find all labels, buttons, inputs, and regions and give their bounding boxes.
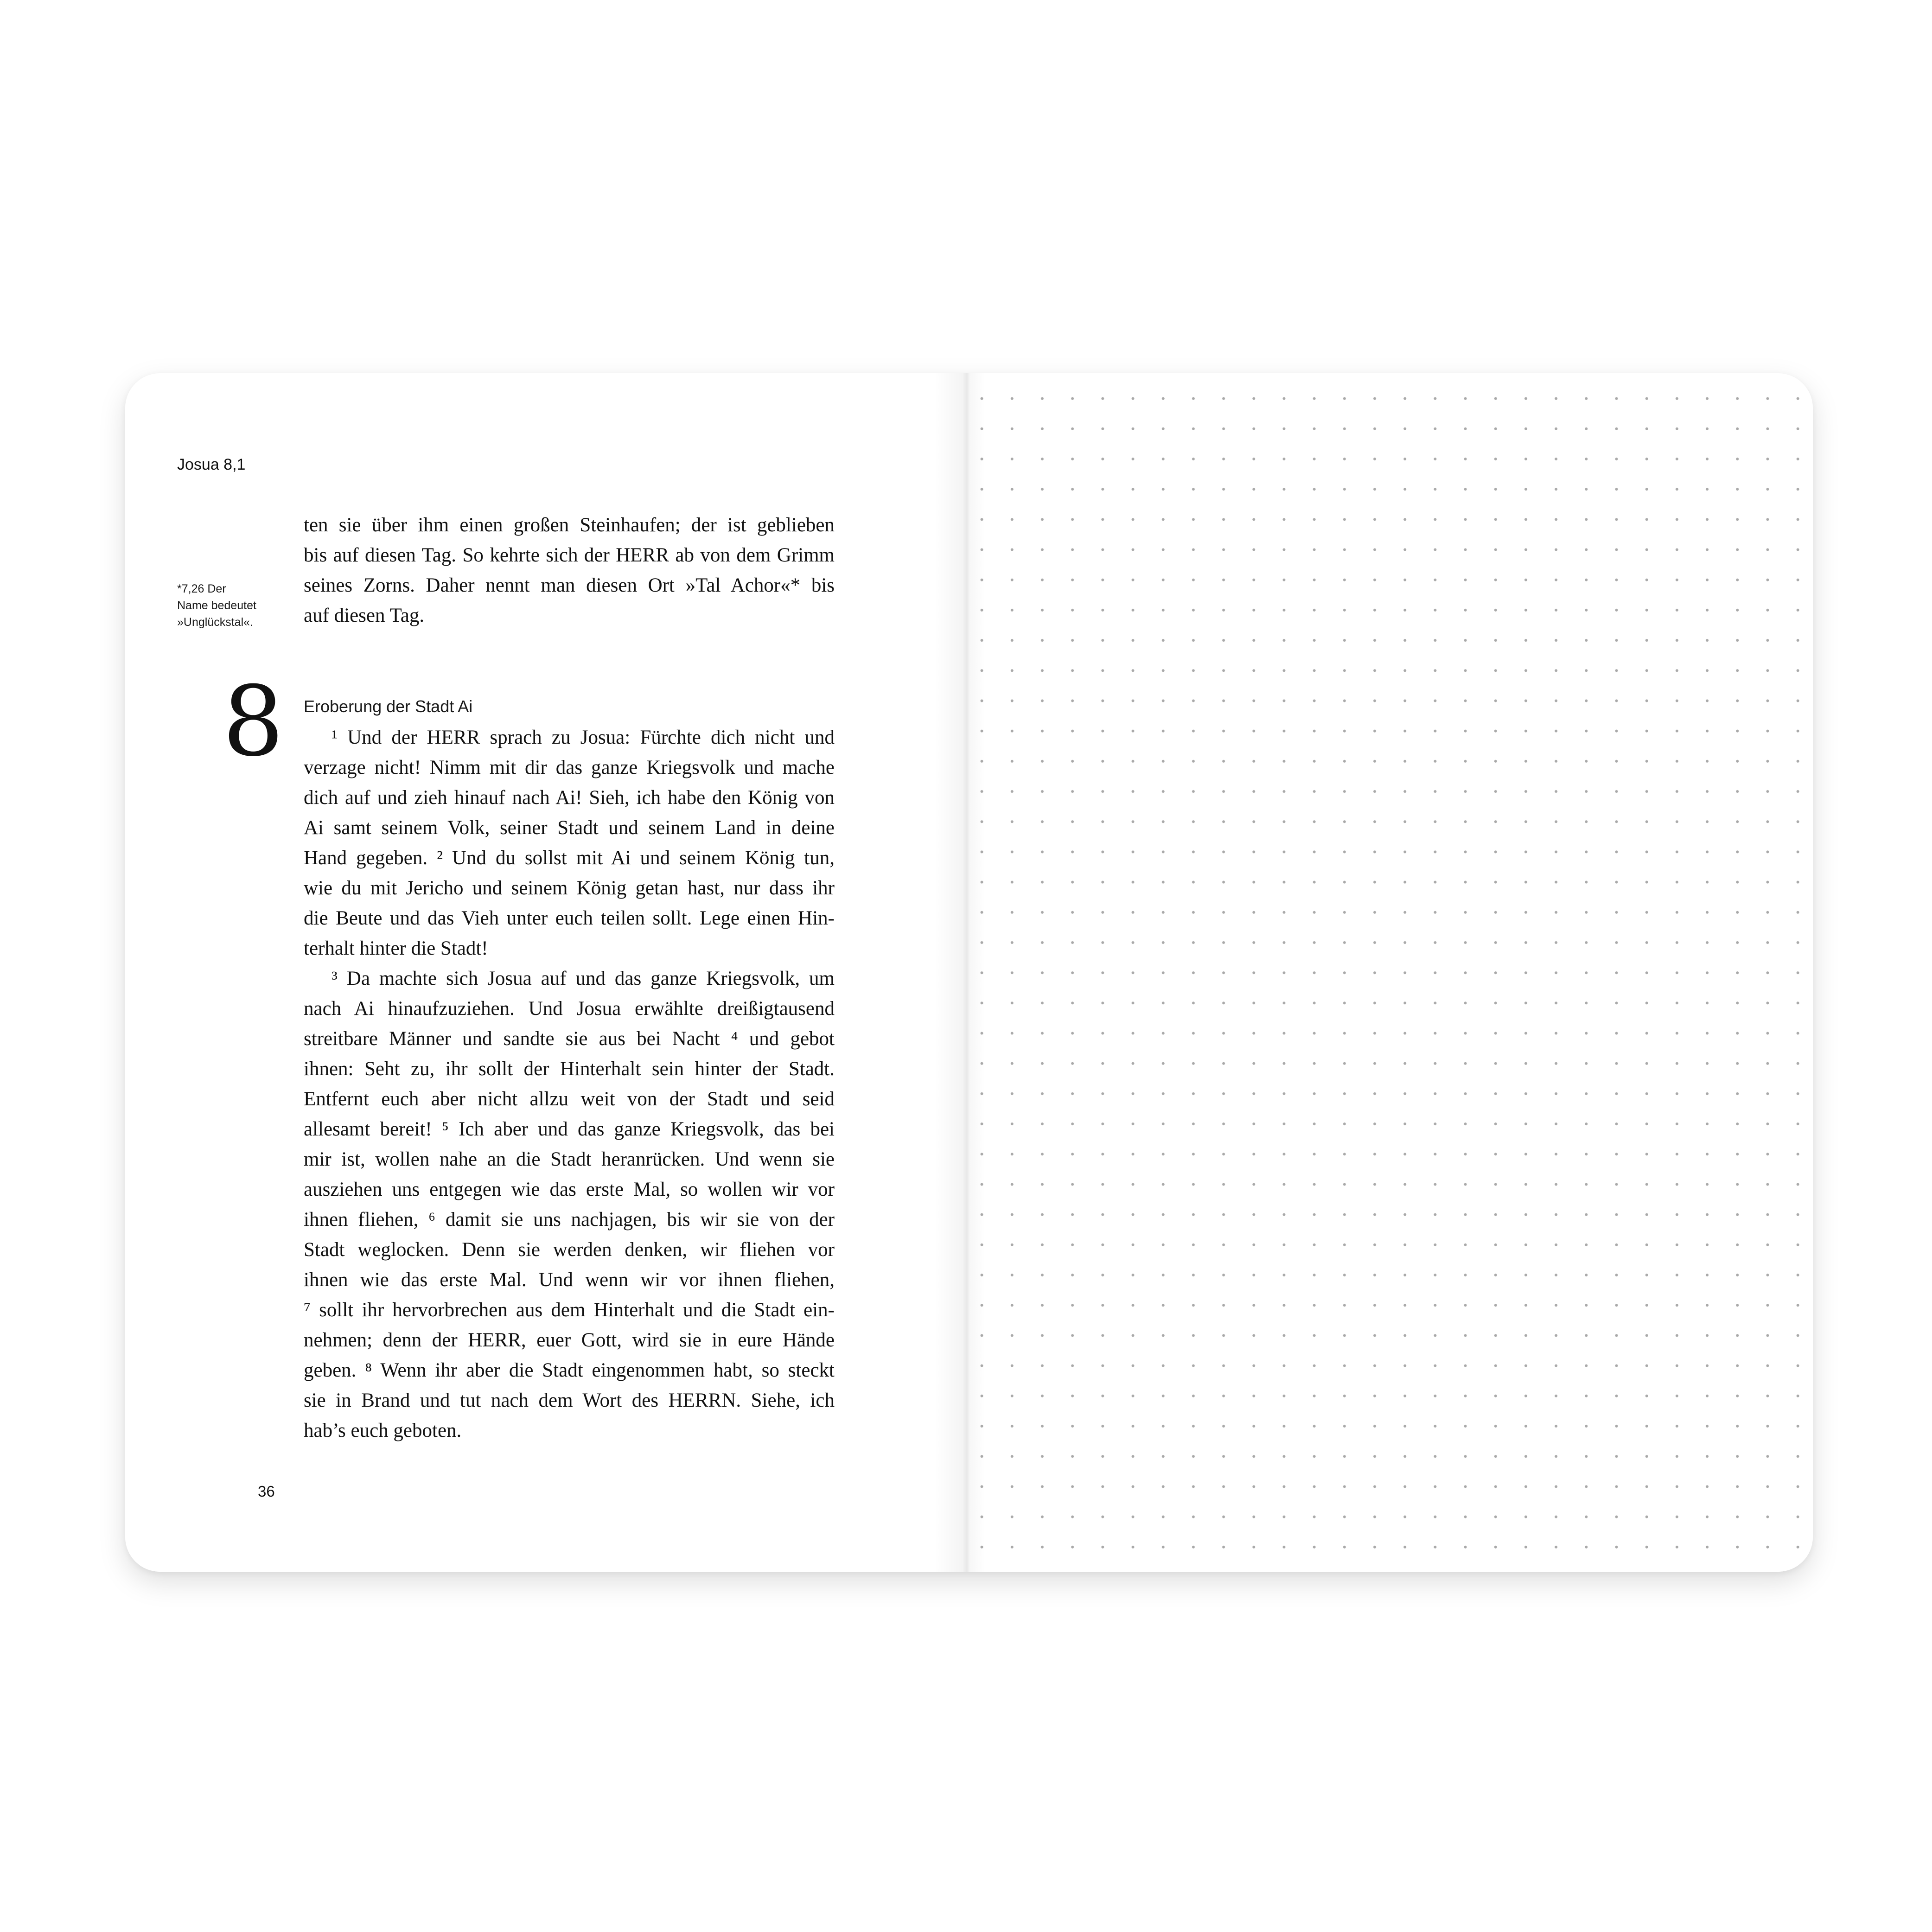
text-line: ihnen fliehen, ⁶ damit sie uns nachjagen, bis wir sie von der [304,1209,835,1231]
text-line: mir ist, wollen nahe an die Stadt heranrücken. Und wenn sie [304,1148,835,1170]
text-line: Stadt weglocken. Denn sie werden denken, wir fliehen vor [304,1239,835,1261]
text-line: allesamt bereit! ⁵ Ich aber und das ganze Kriegsvolk, das bei [304,1118,835,1140]
left-page [125,373,967,1572]
chapter-text [304,722,835,1446]
text-line: die Beute und das Vieh unter euch teilen sollt. Lege einen Hin- [304,907,835,929]
text-line: dich auf und zieh hinauf nach Ai! Sieh, ich habe den König von [304,787,835,809]
text-line: auf diesen Tag. [304,605,425,626]
chapter-number: 8 [223,666,284,778]
text-line: nach Ai hinaufzuziehen. Und Josua erwählte dreißigtausend [304,998,835,1020]
text-line: Ai samt seinem Volk, seiner Stadt und seinem Land in deine [304,817,835,839]
text-line: Entfernt euch aber nicht allzu weit von der Stadt und seid [304,1088,835,1110]
continuation-paragraph [304,510,835,631]
text-line: ¹ Und der HERR sprach zu Josua: Fürchte dich nicht und [332,727,835,748]
section-heading: Eroberung der Stadt Ai [304,697,473,716]
text-line: terhalt hinter die Stadt! [304,937,488,959]
right-page-dot-grid [967,373,1813,1572]
text-line: bis auf diesen Tag. So kehrte sich der HERR ab von dem Grimm [304,544,835,566]
text-line: wie du mit Jericho und seinem König getan hast, nur dass ihr [304,877,835,899]
margin-footnote: *7,26 Der Name bedeutet »Unglückstal«. [177,582,256,629]
page-number: 36 [258,1483,275,1500]
text-line: seines Zorns. Daher nennt man diesen Ort »Tal Achor«* bis [304,574,835,596]
running-head: Josua 8,1 [177,456,246,473]
open-book [125,373,1813,1572]
text-line: streitbare Männer und sandte sie aus bei Nacht ⁴ und gebot [304,1028,835,1050]
text-line: ⁷ sollt ihr hervorbrechen aus dem Hinterhalt und die Stadt ein- [304,1299,835,1321]
text-line: ihnen: Seht zu, ihr sollt der Hinterhalt sein hinter der Stadt. [304,1058,835,1080]
text-line: geben. ⁸ Wenn ihr aber die Stadt eingenommen habt, so steckt [304,1359,835,1381]
text-line: nehmen; denn der HERR, euer Gott, wird sie in eure Hände [304,1329,835,1351]
text-line: ten sie über ihm einen großen Steinhaufen; der ist geblieben [304,514,835,536]
text-line: ihnen wie das erste Mal. Und wenn wir vor ihnen fliehen, [304,1269,835,1291]
text-line: ³ Da machte sich Josua auf und das ganze Kriegsvolk, um [332,968,835,989]
text-line: ausziehen uns entgegen wie das erste Mal, so wollen wir vor [304,1179,835,1200]
text-line: sie in Brand und tut nach dem Wort des HERRN. Siehe, ich [304,1390,835,1411]
text-line: Hand gegeben. ² Und du sollst mit Ai und seinem König tun, [304,847,835,869]
text-line: hab’s euch geboten. [304,1420,462,1441]
text-line: verzage nicht! Nimm mit dir das ganze Kriegsvolk und mache [304,757,835,778]
